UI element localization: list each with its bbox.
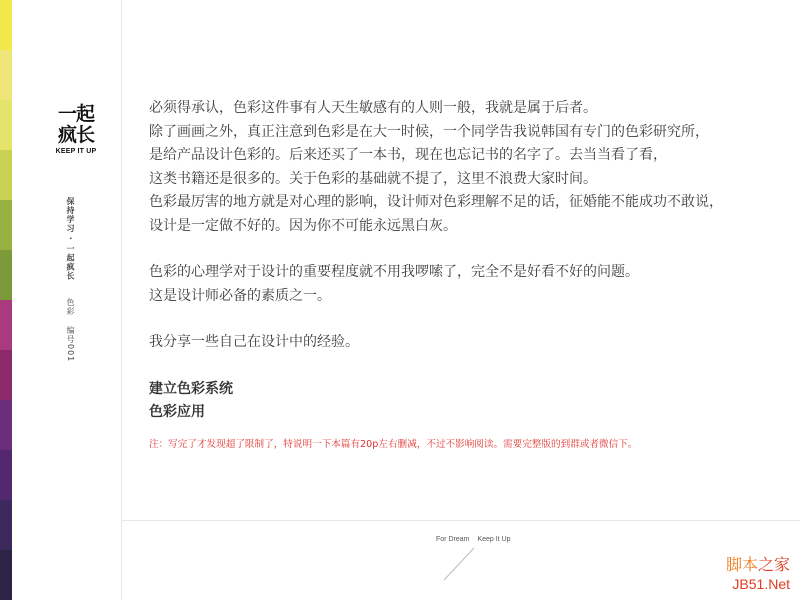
text-line: 这是设计师必备的素质之一。 [149,287,331,304]
text-line: 是给产品设计色彩的。后来还买了一本书，现在也忘记书的名字了。去当当看了看， [149,147,667,163]
color-swatch [0,400,12,450]
color-swatch [0,550,12,600]
section-list [149,378,789,424]
logo-line-2: 疯长 [57,124,94,146]
paragraph [149,97,789,238]
color-swatch [0,250,12,300]
footer-right: Keep It Up [477,536,511,543]
watermark-cn [726,555,790,575]
section-item: 色彩应用 [149,403,205,420]
paragraph [149,331,789,355]
logo-line-1: 一起 [57,103,94,125]
text-line: 除了画画之外，真正注意到色彩是在大一时候，一个同学告我说韩国有专门的色彩研究所， [149,123,709,140]
watermark-en: JB51.Net [732,576,790,592]
watermark-cn-prefix: 脚本 [725,555,758,574]
logo [50,104,102,155]
color-swatch [0,300,12,350]
topic-vertical: 色彩 [66,298,75,316]
red-note: 注：写完了才发现超了限制了，特说明一下本篇有20p左右删减，不过不影响阅读。需要完整版的到群或者微信下。 [149,438,638,450]
text-line: 色彩的心理学对于设计的重要程度就不用我啰嗦了，完全不是好看不好的问题。 [149,264,639,280]
watermark-cn-suffix: 之家 [757,555,790,574]
color-swatch [0,50,12,100]
footer-tagline [436,536,511,543]
color-strip [0,0,12,600]
article-body [149,97,789,452]
diagonal-line-decoration [442,546,476,582]
color-swatch [0,500,12,550]
text-line: 设计是一定做不好的。因为你不可能永远黑白灰。 [149,217,457,234]
color-swatch [0,100,12,150]
color-swatch [0,200,12,250]
text-line: 色彩最厉害的地方就是对心理的影响，设计师对色彩理解不足的话，征婚能不能成功不敢说， [149,194,723,210]
serial-vertical: 编号001 [66,326,75,363]
slogan-vertical: 保持学习 · 一起疯长 [66,197,75,281]
color-swatch [0,450,12,500]
color-swatch [0,150,12,200]
footer-left: For Dream [436,536,470,543]
color-swatch [0,0,12,50]
horizontal-divider [121,520,800,521]
section-item: 建立色彩系统 [149,380,233,397]
logo-subtitle: KEEP IT UP [55,148,97,155]
watermark [726,555,790,593]
paragraph [149,261,789,308]
color-swatch [0,350,12,400]
vertical-divider [121,0,122,600]
text-line: 这类书籍还是很多的。关于色彩的基础就不提了，这里不浪费大家时间。 [149,170,597,187]
text-line: 必须得承认，色彩这件事有人天生敏感有的人则一般，我就是属于后者。 [149,100,597,116]
text-line: 我分享一些自己在设计中的经验。 [149,334,359,350]
